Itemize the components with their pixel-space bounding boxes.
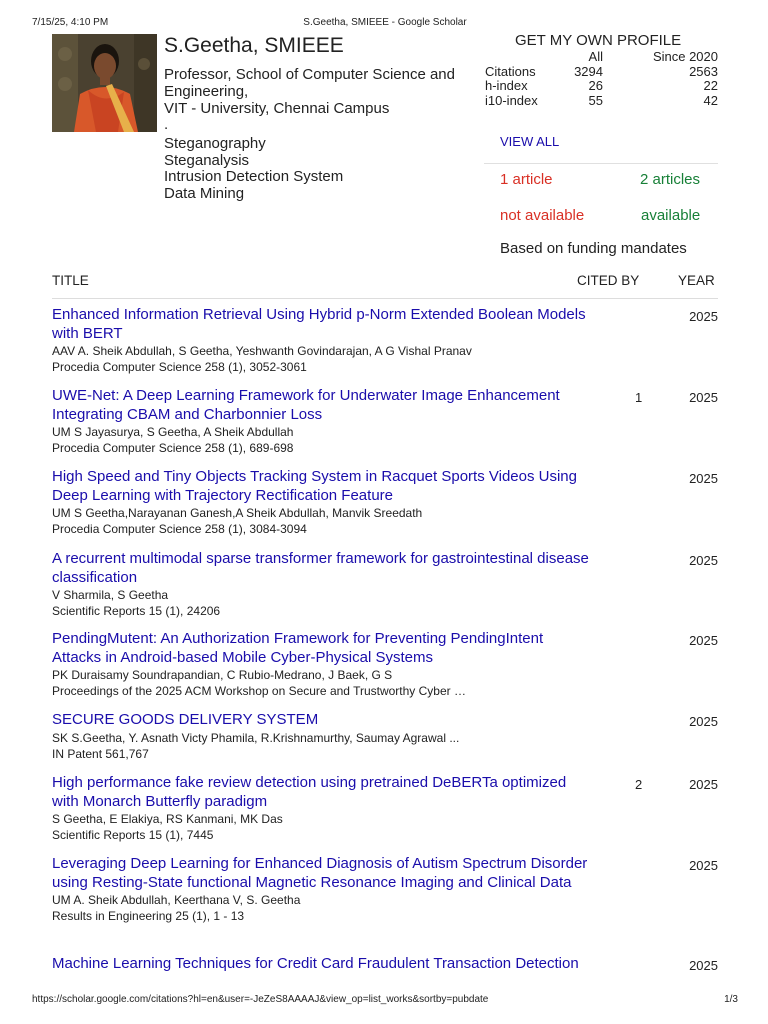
table-row <box>52 955 718 995</box>
citations-label[interactable]: Citations <box>485 63 536 79</box>
profile-interests <box>164 136 484 202</box>
not-available-count-link[interactable]: 1 article <box>500 171 553 188</box>
article-authors: UM S Geetha,Narayanan Ganesh,A Sheik Abdullah, Manvik Sreedath <box>52 506 423 520</box>
header-divider <box>52 298 718 299</box>
citations-row <box>484 65 718 80</box>
table-row <box>52 630 718 711</box>
article-venue: Procedia Computer Science 258 (1), 3084-3094 <box>52 522 307 536</box>
article-venue: Procedia Computer Science 258 (1), 689-698 <box>52 441 294 455</box>
print-header <box>32 17 738 31</box>
article-year: 2025 <box>689 471 718 486</box>
column-header-cited-by[interactable]: CITED BY <box>577 273 640 288</box>
profile-affiliation <box>164 66 484 117</box>
table-row <box>52 774 718 855</box>
articles-list <box>52 306 718 995</box>
citations-row <box>484 94 718 109</box>
article-title-link[interactable]: Machine Learning Techniques for Credit Card Fraudulent Transaction Detection <box>52 955 579 972</box>
available-count-link[interactable]: 2 articles <box>640 171 701 188</box>
article-cited-by[interactable]: 1 <box>635 390 643 405</box>
profile-photo-image <box>52 34 157 132</box>
article-venue: Proceedings of the 2025 ACM Workshop on Secure and Trustworthy Cyber … <box>52 684 466 698</box>
article-year: 2025 <box>689 390 718 405</box>
table-row <box>52 468 718 550</box>
interest-link[interactable]: Intrusion Detection System <box>164 168 344 185</box>
article-authors: AAV A. Sheik Abdullah, S Geetha, Yeshwanth Govindarajan, A G Vishal Pranav <box>52 344 472 358</box>
divider <box>484 163 718 164</box>
table-row <box>52 855 718 955</box>
article-title-link[interactable]: High Speed and Tiny Objects Tracking System in Racquet Sports Videos Using Deep Learning with Trajectory Rectification Feature <box>52 468 577 504</box>
article-title-link[interactable]: A recurrent multimodal sparse transformer framework for gastrointestinal disease classification <box>52 550 589 586</box>
not-available-label: not available <box>500 207 585 224</box>
article-venue: Scientific Reports 15 (1), 24206 <box>52 604 221 618</box>
table-row <box>52 550 718 630</box>
profile-name: S.Geetha, SMIEEE <box>164 34 344 57</box>
article-title-link[interactable]: SECURE GOODS DELIVERY SYSTEM <box>52 711 319 728</box>
article-authors: PK Duraisamy Soundrapandian, C Rubio-Medrano, J Baek, G S <box>52 668 393 682</box>
get-my-own-profile-button[interactable]: GET MY OWN PROFILE <box>515 32 682 49</box>
profile-affiliation-line-2: VIT - University, Chennai Campus <box>164 100 390 117</box>
article-authors: UM A. Sheik Abdullah, Keerthana V, S. Geetha <box>52 893 301 907</box>
article-authors: SK S.Geetha, Y. Asnath Victy Phamila, R.Krishnamurthy, Saumay Agrawal ... <box>52 730 460 745</box>
interest-link[interactable]: Steganography <box>164 135 266 152</box>
article-venue: Scientific Reports 15 (1), 7445 <box>52 828 214 842</box>
h-index-label[interactable]: h-index <box>485 78 528 93</box>
interest-link[interactable]: Data Mining <box>164 184 245 202</box>
profile-affiliation-line: Professor, School of Computer Science and Engineering, <box>164 66 455 100</box>
citations-row <box>484 79 718 94</box>
profile-info <box>164 34 484 202</box>
article-authors: UM S Jayasurya, S Geetha, A Sheik Abdullah <box>52 425 294 439</box>
article-year: 2025 <box>689 553 718 568</box>
article-title-link[interactable]: PendingMutent: An Authorization Framework for Preventing PendingIntent Attacks in Android-based Mobile Cyber-Physical Systems <box>52 630 544 666</box>
print-page-number: 1/3 <box>724 994 738 1005</box>
article-venue: Results in Engineering 25 (1), 1 - 13 <box>52 909 245 923</box>
article-authors: S Geetha, E Elakiya, RS Kanmani, MK Das <box>52 812 283 826</box>
article-year: 2025 <box>689 958 718 973</box>
h-index-since: 22 <box>703 78 718 93</box>
citations-table <box>484 50 718 108</box>
interest-link[interactable]: Steganalysis <box>164 151 250 169</box>
column-header-title[interactable]: TITLE <box>52 273 89 288</box>
article-title-link[interactable]: UWE-Net: A Deep Learning Framework for Underwater Image Enhancement Integrating CBAM and Charbonnier Loss <box>52 387 560 423</box>
citations-since: 2563 <box>689 63 718 79</box>
article-year: 2025 <box>689 633 718 648</box>
funding-mandates-note: Based on funding mandates <box>500 240 687 257</box>
citations-all: 3294 <box>574 63 603 79</box>
i10-index-all: 55 <box>588 92 603 108</box>
view-all-link[interactable]: VIEW ALL <box>500 134 560 149</box>
article-title-link[interactable]: Leveraging Deep Learning for Enhanced Diagnosis of Autism Spectrum Disorder using Resting-State functional Magnetic Resonance Imaging and Clinical Data <box>52 855 588 891</box>
column-header-year[interactable]: YEAR <box>678 273 715 288</box>
print-datetime: 7/15/25, 4:10 PM <box>32 17 109 28</box>
article-year: 2025 <box>689 309 718 324</box>
article-venue: IN Patent 561,767 <box>52 746 149 761</box>
article-authors: V Sharmila, S Geetha <box>52 588 169 602</box>
available-label: available <box>641 207 701 224</box>
article-year: 2025 <box>689 714 718 729</box>
article-cited-by[interactable]: 2 <box>635 777 643 792</box>
profile-photo <box>52 34 157 132</box>
profile-email-placeholder: . <box>164 116 169 133</box>
table-row <box>52 711 718 774</box>
print-page-title: S.Geetha, SMIEEE - Google Scholar <box>303 17 467 28</box>
article-year: 2025 <box>689 858 718 873</box>
article-venue: Procedia Computer Science 258 (1), 3052-3061 <box>52 360 307 374</box>
h-index-all: 26 <box>588 78 603 93</box>
print-footer <box>32 994 738 1008</box>
table-row <box>52 387 718 468</box>
print-url: https://scholar.google.com/citations?hl=en&user=-JeZeS8AAAAJ&view_op=list_works&sortby=pubdate <box>32 994 489 1005</box>
i10-index-since: 42 <box>703 92 718 108</box>
citations-header-row <box>484 50 718 65</box>
article-year: 2025 <box>689 777 718 792</box>
i10-index-label[interactable]: i10-index <box>485 92 538 108</box>
column-header-since: Since 2020 <box>652 49 718 64</box>
column-header-all: All <box>588 49 603 64</box>
table-row <box>52 306 718 387</box>
article-title-link[interactable]: High performance fake review detection using pretrained DeBERTa optimized with Monarch Butterfly paradigm <box>52 774 567 810</box>
article-title-link[interactable]: Enhanced Information Retrieval Using Hybrid p-Norm Extended Boolean Models with BERT <box>52 306 586 342</box>
